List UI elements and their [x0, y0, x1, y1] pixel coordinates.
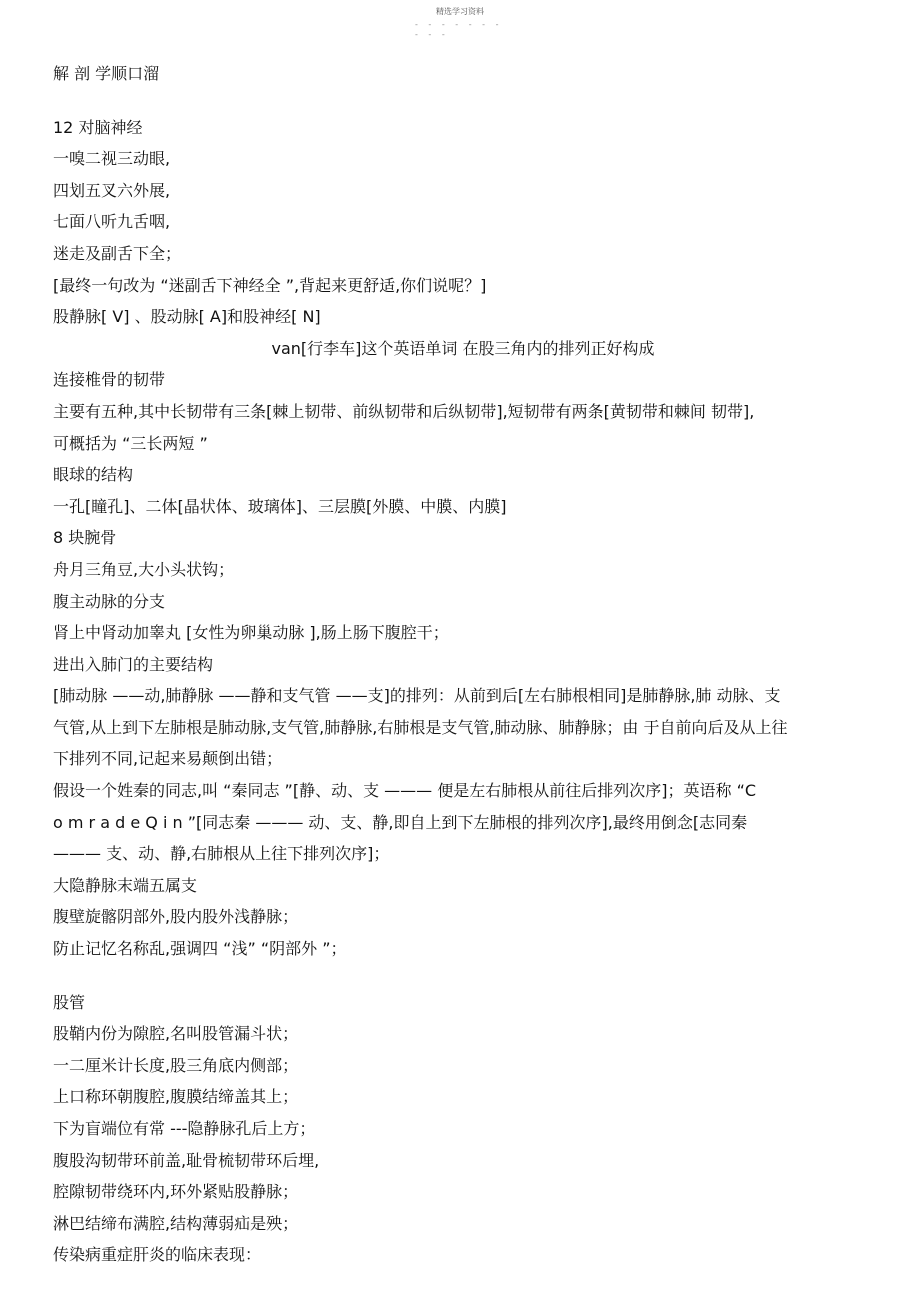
page-header-mark: 精选学习资料	[436, 7, 484, 16]
section-heading: 股静脉[ V] 、股动脉[ A]和股神经[ N]	[53, 307, 321, 327]
text-line: o m r a d e Q i n ”[同志秦 ——— 动、支、静,即自上到下左肺根的排列次序],最终用倒念[志同秦	[53, 812, 748, 832]
text-line: 可概括为 “三长两短 ”	[53, 433, 208, 453]
text-line: 下为盲端位有常 ---隐静脉孔后上方；	[53, 1119, 316, 1138]
text-line: 上口称环朝腹腔,腹膜结缔盖其上；	[53, 1087, 299, 1107]
text-line: 一嗅二视三动眼,	[53, 149, 171, 169]
page-header-dashes: - - - - - - - - - -	[415, 20, 503, 39]
text-line: 淋巴结缔布满腔,结构薄弱疝是殃；	[53, 1213, 299, 1233]
text-line: 气管,从上到下左肺根是肺动脉,支气管,肺静脉,右肺根是支气管,肺动脉、肺静脉；由 于自前向后及从上往	[53, 717, 788, 737]
section-heading: 连接椎骨的韧带	[53, 370, 166, 390]
spacer	[53, 90, 873, 112]
text-line: 假设一个姓秦的同志,叫 “秦同志 ”[静、动、支 ——— 便是左右肺根从前往后排列次序]；英语称 “C	[53, 781, 757, 801]
section-heading: 股管	[53, 992, 86, 1012]
text-line: 腔隙韧带绕环内,环外紧贴股静脉；	[53, 1182, 299, 1202]
text-line-centered: van[行李车]这个英语单词 在股三角内的排列正好构成	[271, 338, 655, 358]
section-heading: 12 对脑神经	[53, 117, 143, 137]
section-heading: 8 块腕骨	[53, 528, 117, 548]
text-line: 主要有五种,其中长韧带有三条[棘上韧带、前纵韧带和后纵韧带],短韧带有两条[黄韧带和棘间 韧带],	[53, 401, 755, 421]
text-line: 舟月三角豆,大小头状钩；	[53, 559, 235, 579]
text-line: 一二厘米计长度,股三角底内侧部；	[53, 1055, 299, 1075]
text-line: 迷走及副舌下全；	[53, 243, 182, 263]
document-title: 解 剖 学顺口溜	[53, 64, 160, 83]
section-heading: 大隐静脉末端五属支	[53, 875, 198, 895]
section-heading: 眼球的结构	[53, 465, 134, 485]
section-heading: 腹主动脉的分支	[53, 591, 166, 611]
text-line: [肺动脉 ——动,肺静脉 ——静和支气管 ——支]的排列：从前到后[左右肺根相同]是肺静脉,肺 动脉、支	[53, 686, 781, 706]
text-line: 防止记忆名称乱,强调四 “浅” “阴部外 ”；	[53, 939, 347, 959]
text-line: 腹壁旋髂阴部外,股内股外浅静脉；	[53, 907, 299, 927]
text-line: 股鞘内份为隙腔,名叫股管漏斗状；	[53, 1024, 299, 1044]
text-line: 下排列不同,记起来易颠倒出错；	[53, 749, 283, 769]
text-line: ——— 支、动、静,右肺根从上往下排列次序]；	[53, 844, 390, 864]
text-line: 腹股沟韧带环前盖,耻骨梳韧带环后埋,	[53, 1150, 320, 1170]
document-body	[53, 58, 873, 1271]
text-line: [最终一句改为 “迷副舌下神经全 ”,背起来更舒适,你们说呢？]	[53, 275, 487, 295]
text-line: 肾上中肾动加睾丸 [女性为卵巢动脉 ],肠上肠下腹腔干；	[53, 623, 449, 643]
section-heading: 进出入肺门的主要结构	[53, 654, 214, 674]
section-heading: 传染病重症肝炎的临床表现：	[53, 1245, 262, 1265]
text-line: 四划五叉六外展,	[53, 180, 171, 200]
text-line: 七面八听九舌咽,	[53, 212, 171, 232]
spacer	[53, 965, 873, 987]
text-line: 一孔[瞳孔]、二体[晶状体、玻璃体]、三层膜[外膜、中膜、内膜]	[53, 496, 507, 516]
